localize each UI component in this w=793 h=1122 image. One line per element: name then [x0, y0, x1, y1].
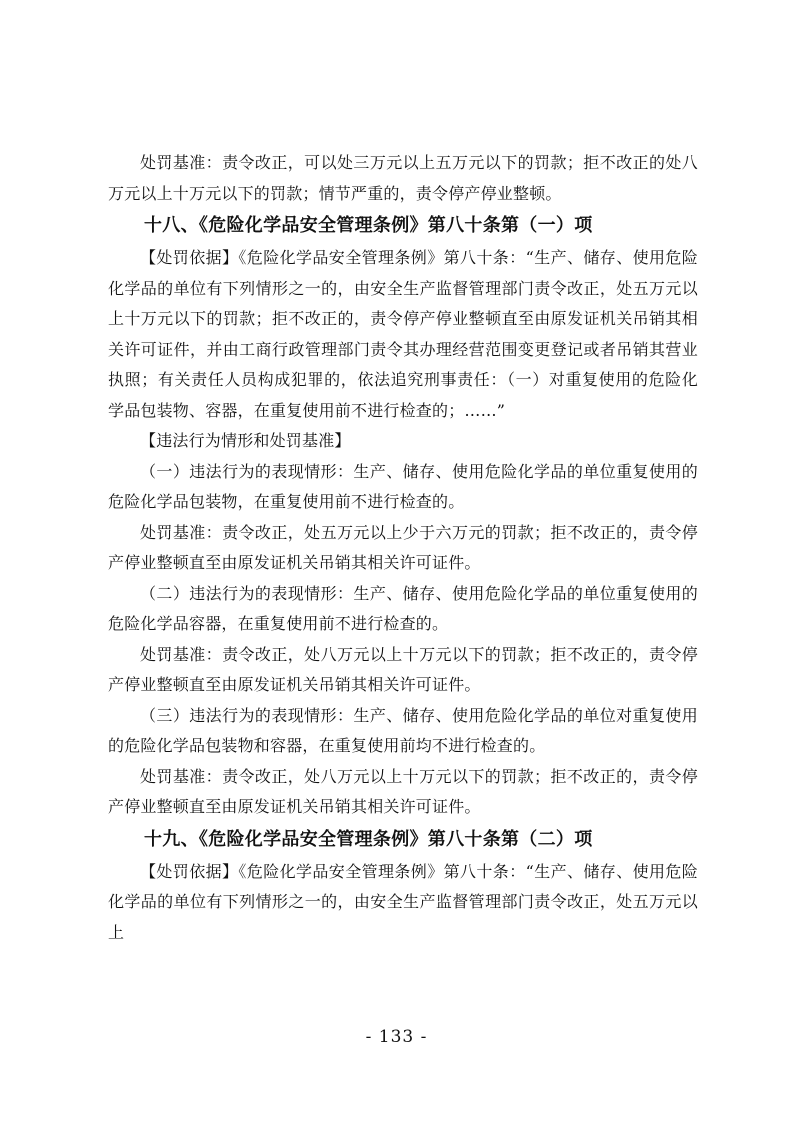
penalty-standard-paragraph: 处罚基准：责令改正，处八万元以上十万元以下的罚款；拒不改正的，责令停产停业整顿直至由原发证机关吊销其相关许可证件。 — [108, 766, 698, 816]
violation-case-paragraph: （一）违法行为的表现情形：生产、储存、使用危险化学品的单位重复使用的危险化学品包装物，在重复使用前不进行检查的。 — [108, 461, 698, 511]
penalty-standard-paragraph: 处罚基准：责令改正，处八万元以上十万元以下的罚款；拒不改正的，责令停产停业整顿直至由原发证机关吊销其相关许可证件。 — [108, 644, 698, 694]
section-heading-18: 十八、《危险化学品安全管理条例》第八十条第（一）项 — [144, 215, 593, 236]
violation-case-paragraph: （三）违法行为的表现情形：生产、储存、使用危险化学品的单位对重复使用的危险化学品包装物和容器，在重复使用前均不进行检查的。 — [108, 705, 698, 755]
document-body — [108, 148, 698, 948]
penalty-basis-paragraph: 【处罚依据】《危险化学品安全管理条例》第八十条：“生产、储存、使用危险化学品的单位有下列情形之一的，由安全生产监督管理部门责令改正，处五万元以上 — [108, 861, 698, 942]
violation-standard-label: 【违法行为情形和处罚基准】 — [140, 431, 351, 450]
page-number: - 133 - — [365, 1027, 428, 1047]
penalty-basis-paragraph: 【处罚依据】《危险化学品安全管理条例》第八十条：“生产、储存、使用危险化学品的单位有下列情形之一的，由安全生产监督管理部门责令改正，处五万元以上十万元以下的罚款；拒不改正的，责令停产停业整顿直至由原发证机关吊销其相关许可证件，并由工商行政管理部门责令其办理经营范围变更登记或者吊销其营业执照；有关责任人员构成犯罪的，依法追究刑事责任：（一）对重复使用的危险化学品包装物、容器，在重复使用前不进行检查的；……” — [108, 248, 698, 420]
penalty-standard-paragraph: 处罚基准：责令改正，处五万元以上少于六万元的罚款；拒不改正的，责令停产停业整顿直至由原发证机关吊销其相关许可证件。 — [108, 522, 698, 572]
violation-case-paragraph: （二）违法行为的表现情形：生产、储存、使用危险化学品的单位重复使用的危险化学品容器，在重复使用前不进行检查的。 — [108, 583, 698, 633]
penalty-standard-paragraph: 处罚基准：责令改正，可以处三万元以上五万元以下的罚款；拒不改正的处八万元以上十万元以下的罚款；情节严重的，责令停产停业整顿。 — [108, 153, 698, 203]
section-heading-19: 十九、《危险化学品安全管理条例》第八十条第（二）项 — [144, 828, 593, 850]
